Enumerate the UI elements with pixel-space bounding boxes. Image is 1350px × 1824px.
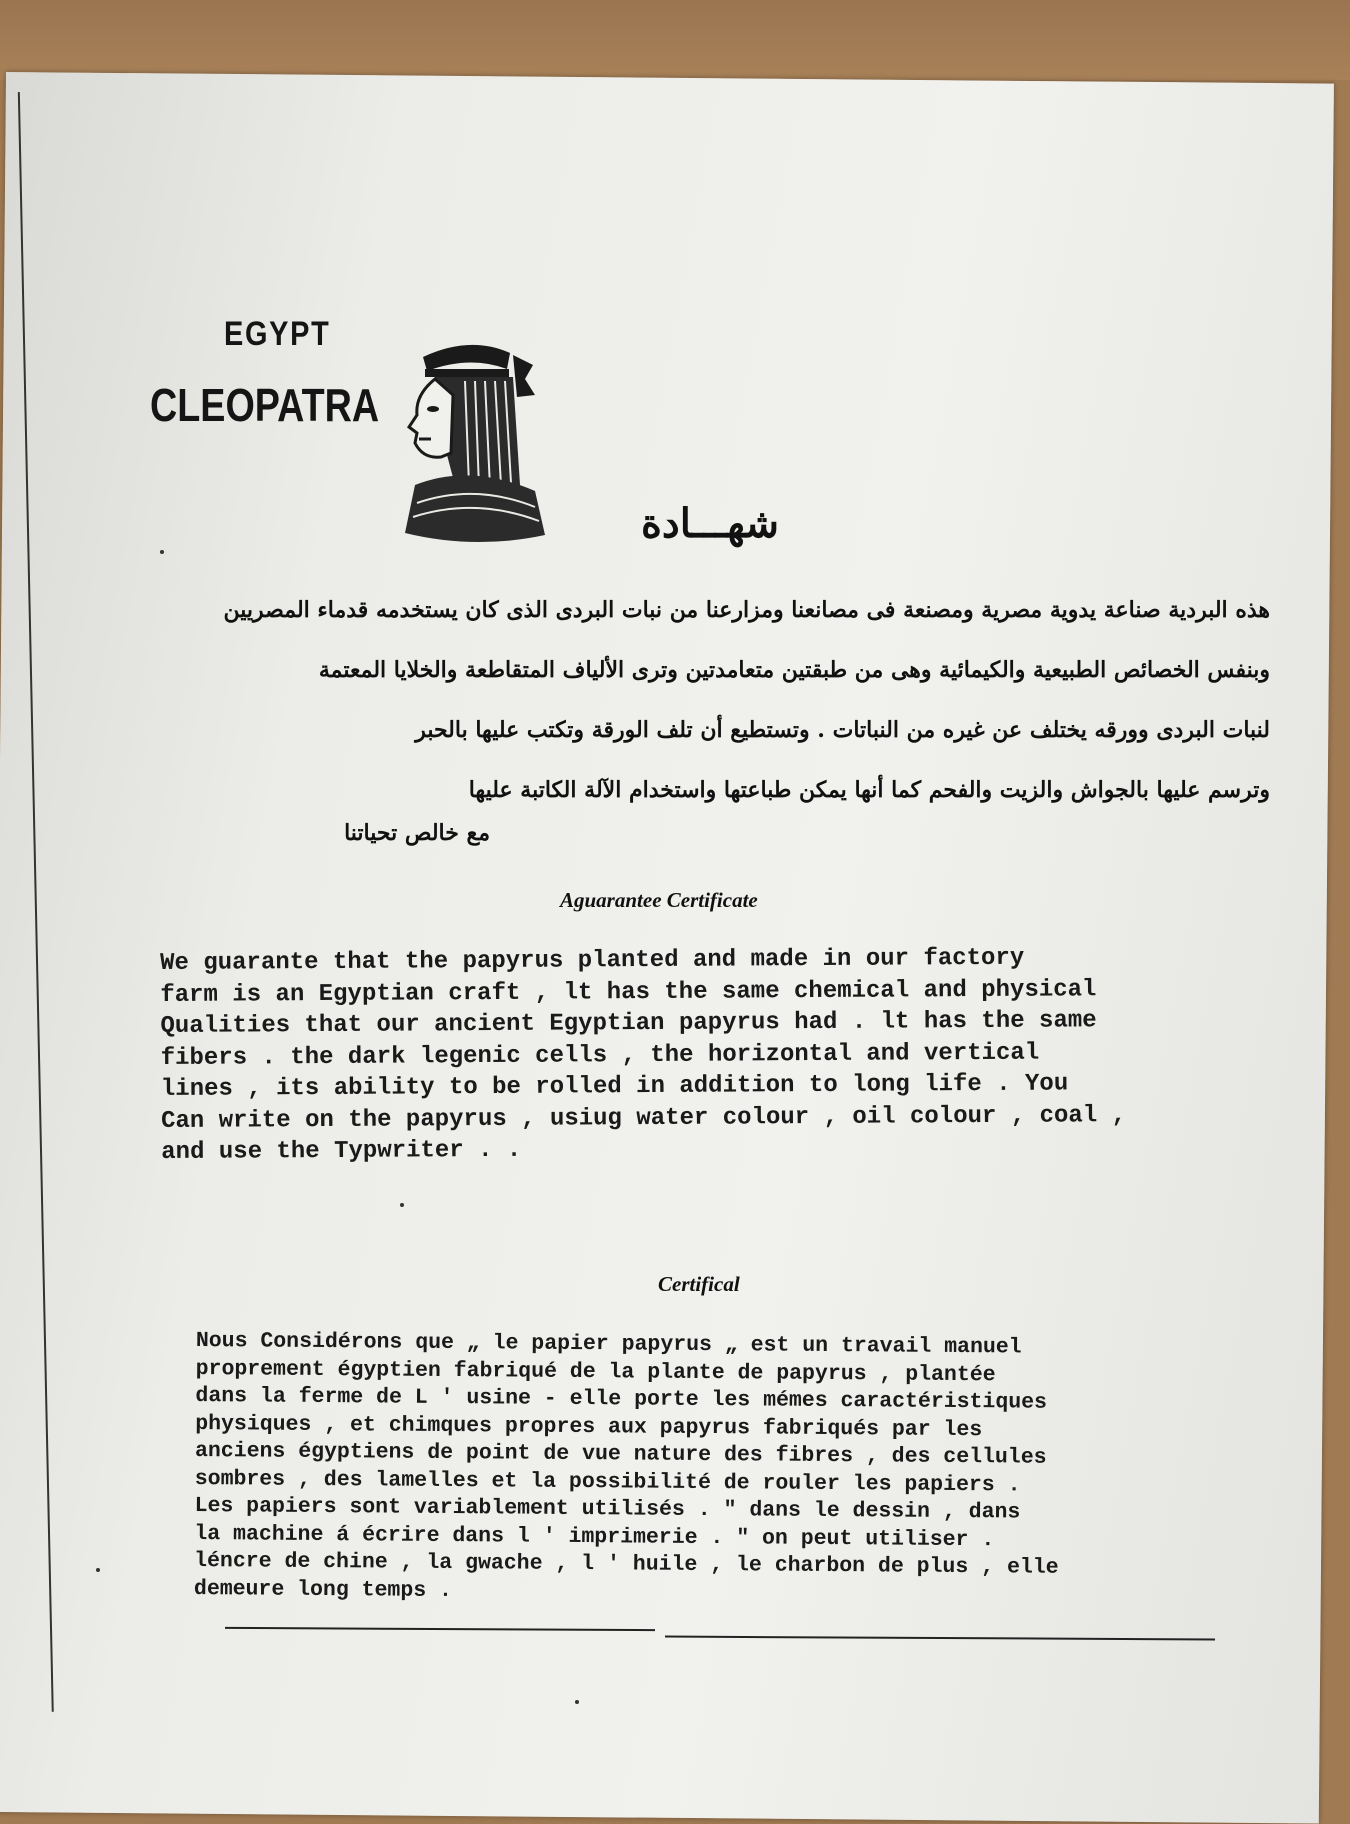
french-line: Les papiers sont variablement utilisés . " dans le dessin , dans xyxy=(194,1493,1021,1525)
french-heading: Certifical xyxy=(658,1272,740,1296)
english-line: Qualities that our ancient Egyptian papyrus had . lt has the same xyxy=(160,1007,1097,1040)
english-line: Can write on the papyrus , usiug water colour , oil colour , coal , xyxy=(160,1101,1127,1135)
english-line: We guarante that the papyrus planted and made in our factory xyxy=(160,944,1025,977)
arabic-line: لنبات البردى وورقه يختلف عن غيره من النباتات . وتستطيع أن تلف الورقة وتكتب عليها بالحبر xyxy=(415,717,1270,743)
left-margin-line xyxy=(18,92,54,1712)
arabic-closing: مع خالص تحياتنا xyxy=(344,820,490,846)
french-line: léncre de chine , la gwache , l ' huile , le charbon de plus , elle xyxy=(194,1548,1059,1580)
arabic-title: شهـــادة xyxy=(640,500,780,547)
english-line: farm is an Egyptian craft , lt has the same chemical and physical xyxy=(160,975,1097,1009)
english-line: lines , its ability to be rolled in addition to long life . You xyxy=(160,1070,1069,1103)
brand-egypt: EGYPT xyxy=(224,315,331,353)
print-speck xyxy=(575,1700,579,1704)
french-line: Nous Considérons que „ le papier papyrus „ est un travail manuel xyxy=(195,1329,1022,1360)
english-heading: Aguarantee Certificate xyxy=(560,888,758,912)
print-speck xyxy=(96,1568,100,1572)
french-line: dans la ferme de L ' usine - elle porte les mémes caractéristiques xyxy=(195,1383,1048,1415)
cardboard-backing xyxy=(0,0,1350,80)
print-speck xyxy=(160,550,164,554)
french-line: la machine á écrire dans l ' imprimerie . " on peut utiliser . xyxy=(194,1521,995,1552)
french-line: sombres , des lamelles et la possibilité de rouler les papiers . xyxy=(194,1466,1021,1497)
cleopatra-portrait-icon xyxy=(395,335,545,545)
brand-block xyxy=(150,315,400,432)
french-line: anciens égyptiens de point de vue nature des fibres , des cellules xyxy=(194,1438,1047,1470)
french-line: proprement égyptien fabriqué de la plante de papyrus , plantée xyxy=(195,1356,996,1387)
french-line: physiques , et chimques propres aux papyrus fabriqués par les xyxy=(195,1411,983,1442)
arabic-line: هذه البردية صناعة يدوية مصرية ومصنعة فى مصانعنا ومزارعنا من نبات البردى الذى كان يستخدمه قدماء المصريين xyxy=(223,597,1270,623)
arabic-line: وبنفس الخصائص الطبيعية والكيمائية وهى من طبقتين متعامدتين وترى الألياف المتقاطعة والخلايا المعتمة xyxy=(318,657,1270,683)
print-speck xyxy=(400,1203,404,1207)
english-line: fibers . the dark legenic cells , the horizontal and vertical xyxy=(160,1039,1040,1072)
arabic-paragraph xyxy=(130,580,1270,820)
brand-cleopatra: CLEOPATRA xyxy=(150,379,380,431)
french-paragraph xyxy=(194,1328,1296,1612)
french-line: demeure long temps . xyxy=(193,1576,453,1603)
english-paragraph xyxy=(160,941,1261,1168)
english-line: and use the Typwriter . . xyxy=(161,1136,522,1166)
arabic-line: وترسم عليها بالجواش والزيت والفحم كما أنها يمكن طباعتها واستخدام الآلة الكاتبة عليها xyxy=(468,777,1270,803)
